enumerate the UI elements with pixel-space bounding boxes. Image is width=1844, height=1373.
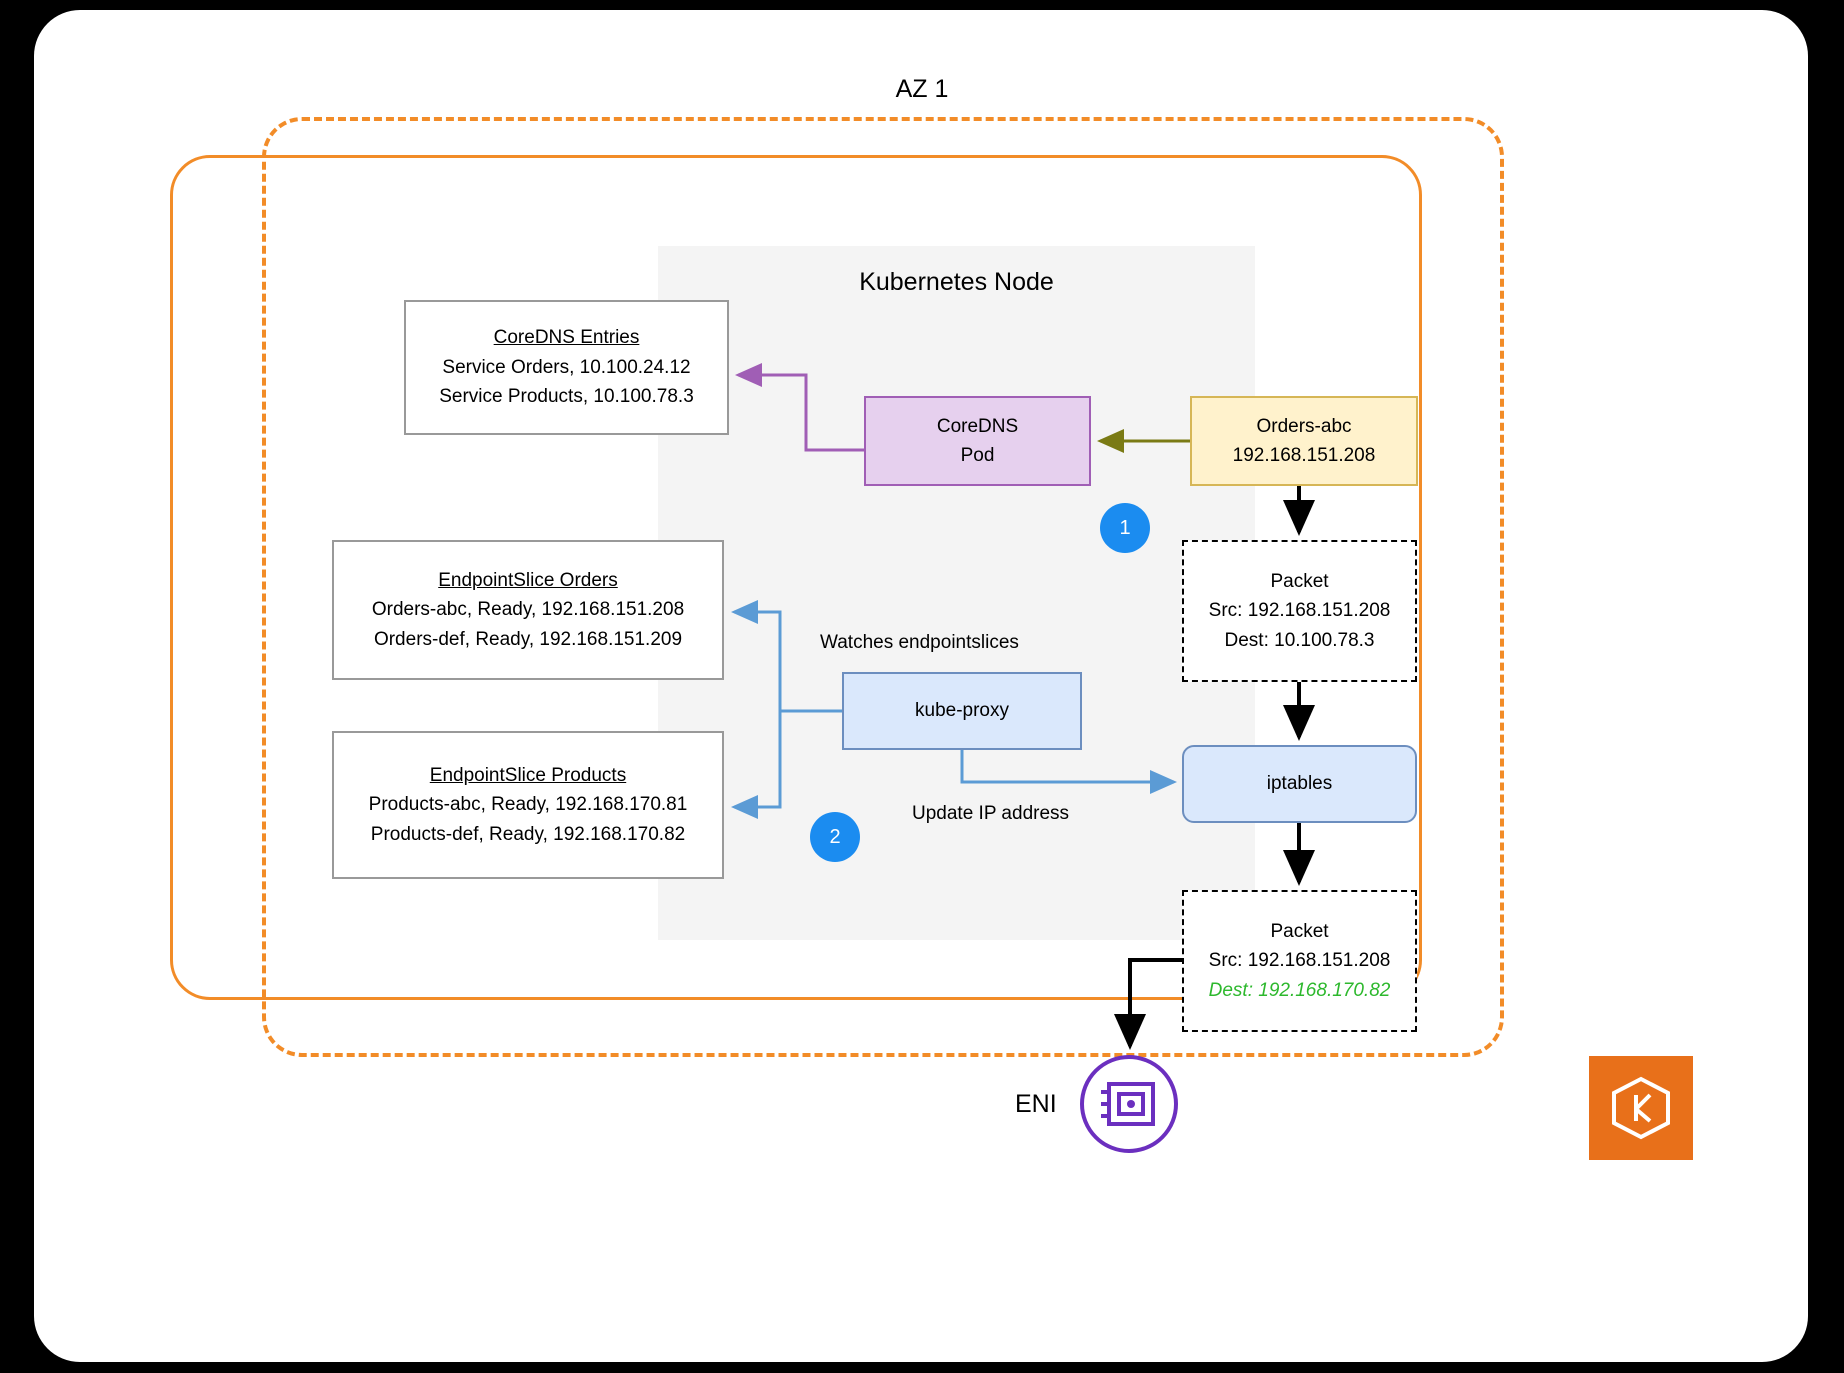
eni-icon bbox=[1080, 1055, 1178, 1153]
packet-after-src: Src: 192.168.151.208 bbox=[1208, 950, 1391, 972]
packet-after-title: Packet bbox=[1270, 920, 1329, 942]
coredns-entries-line-1: Service Orders, 10.100.24.12 bbox=[442, 356, 691, 378]
packet-before-title: Packet bbox=[1270, 570, 1329, 592]
endpointslice-orders-box bbox=[332, 540, 724, 680]
coredns-entries-title: CoreDNS Entries bbox=[493, 327, 640, 349]
orders-pod-ip: 192.168.151.208 bbox=[1232, 445, 1376, 466]
az-label: AZ 1 bbox=[895, 75, 949, 103]
kubernetes-node-title: Kubernetes Node bbox=[859, 268, 1054, 296]
coredns-pod-line-2: Pod bbox=[960, 445, 995, 466]
endpointslice-orders-line-2: Orders-def, Ready, 192.168.151.209 bbox=[373, 628, 683, 650]
update-ip-address-caption: Update IP address bbox=[912, 803, 1070, 824]
coredns-pod-box bbox=[864, 396, 1091, 486]
packet-after-dest: Dest: 192.168.170.82 bbox=[1208, 979, 1391, 1001]
watches-endpointslices-caption: Watches endpointslices bbox=[820, 632, 1019, 653]
orders-pod-box bbox=[1190, 396, 1418, 486]
endpointslice-products-title: EndpointSlice Products bbox=[429, 764, 627, 786]
coredns-entries-line-2: Service Products, 10.100.78.3 bbox=[439, 386, 694, 408]
iptables-label: iptables bbox=[1266, 773, 1333, 795]
packet-after-box bbox=[1182, 890, 1417, 1032]
coredns-entries-box bbox=[404, 300, 729, 435]
packet-before-src: Src: 192.168.151.208 bbox=[1208, 600, 1391, 622]
packet-before-dest: Dest: 10.100.78.3 bbox=[1224, 629, 1375, 651]
step-marker-2: 2 bbox=[810, 812, 860, 862]
kube-proxy-box bbox=[842, 672, 1082, 750]
endpointslice-products-line-2: Products-def, Ready, 192.168.170.82 bbox=[370, 823, 686, 845]
endpointslice-products-line-1: Products-abc, Ready, 192.168.170.81 bbox=[368, 794, 688, 816]
eni-label: ENI bbox=[1015, 1090, 1057, 1118]
orders-pod-name: Orders-abc bbox=[1256, 415, 1352, 437]
kubernetes-node-container bbox=[658, 246, 1255, 940]
endpointslice-products-box bbox=[332, 731, 724, 879]
packet-before-box bbox=[1182, 540, 1417, 682]
step-marker-1: 1 bbox=[1100, 503, 1150, 553]
kube-proxy-label: kube-proxy bbox=[915, 700, 1009, 722]
coredns-pod-line-1: CoreDNS bbox=[936, 415, 1019, 437]
endpointslice-orders-line-1: Orders-abc, Ready, 192.168.151.208 bbox=[371, 599, 685, 621]
endpointslice-orders-title: EndpointSlice Orders bbox=[438, 569, 618, 591]
iptables-box bbox=[1182, 745, 1417, 823]
eks-logo-icon bbox=[1589, 1056, 1693, 1160]
